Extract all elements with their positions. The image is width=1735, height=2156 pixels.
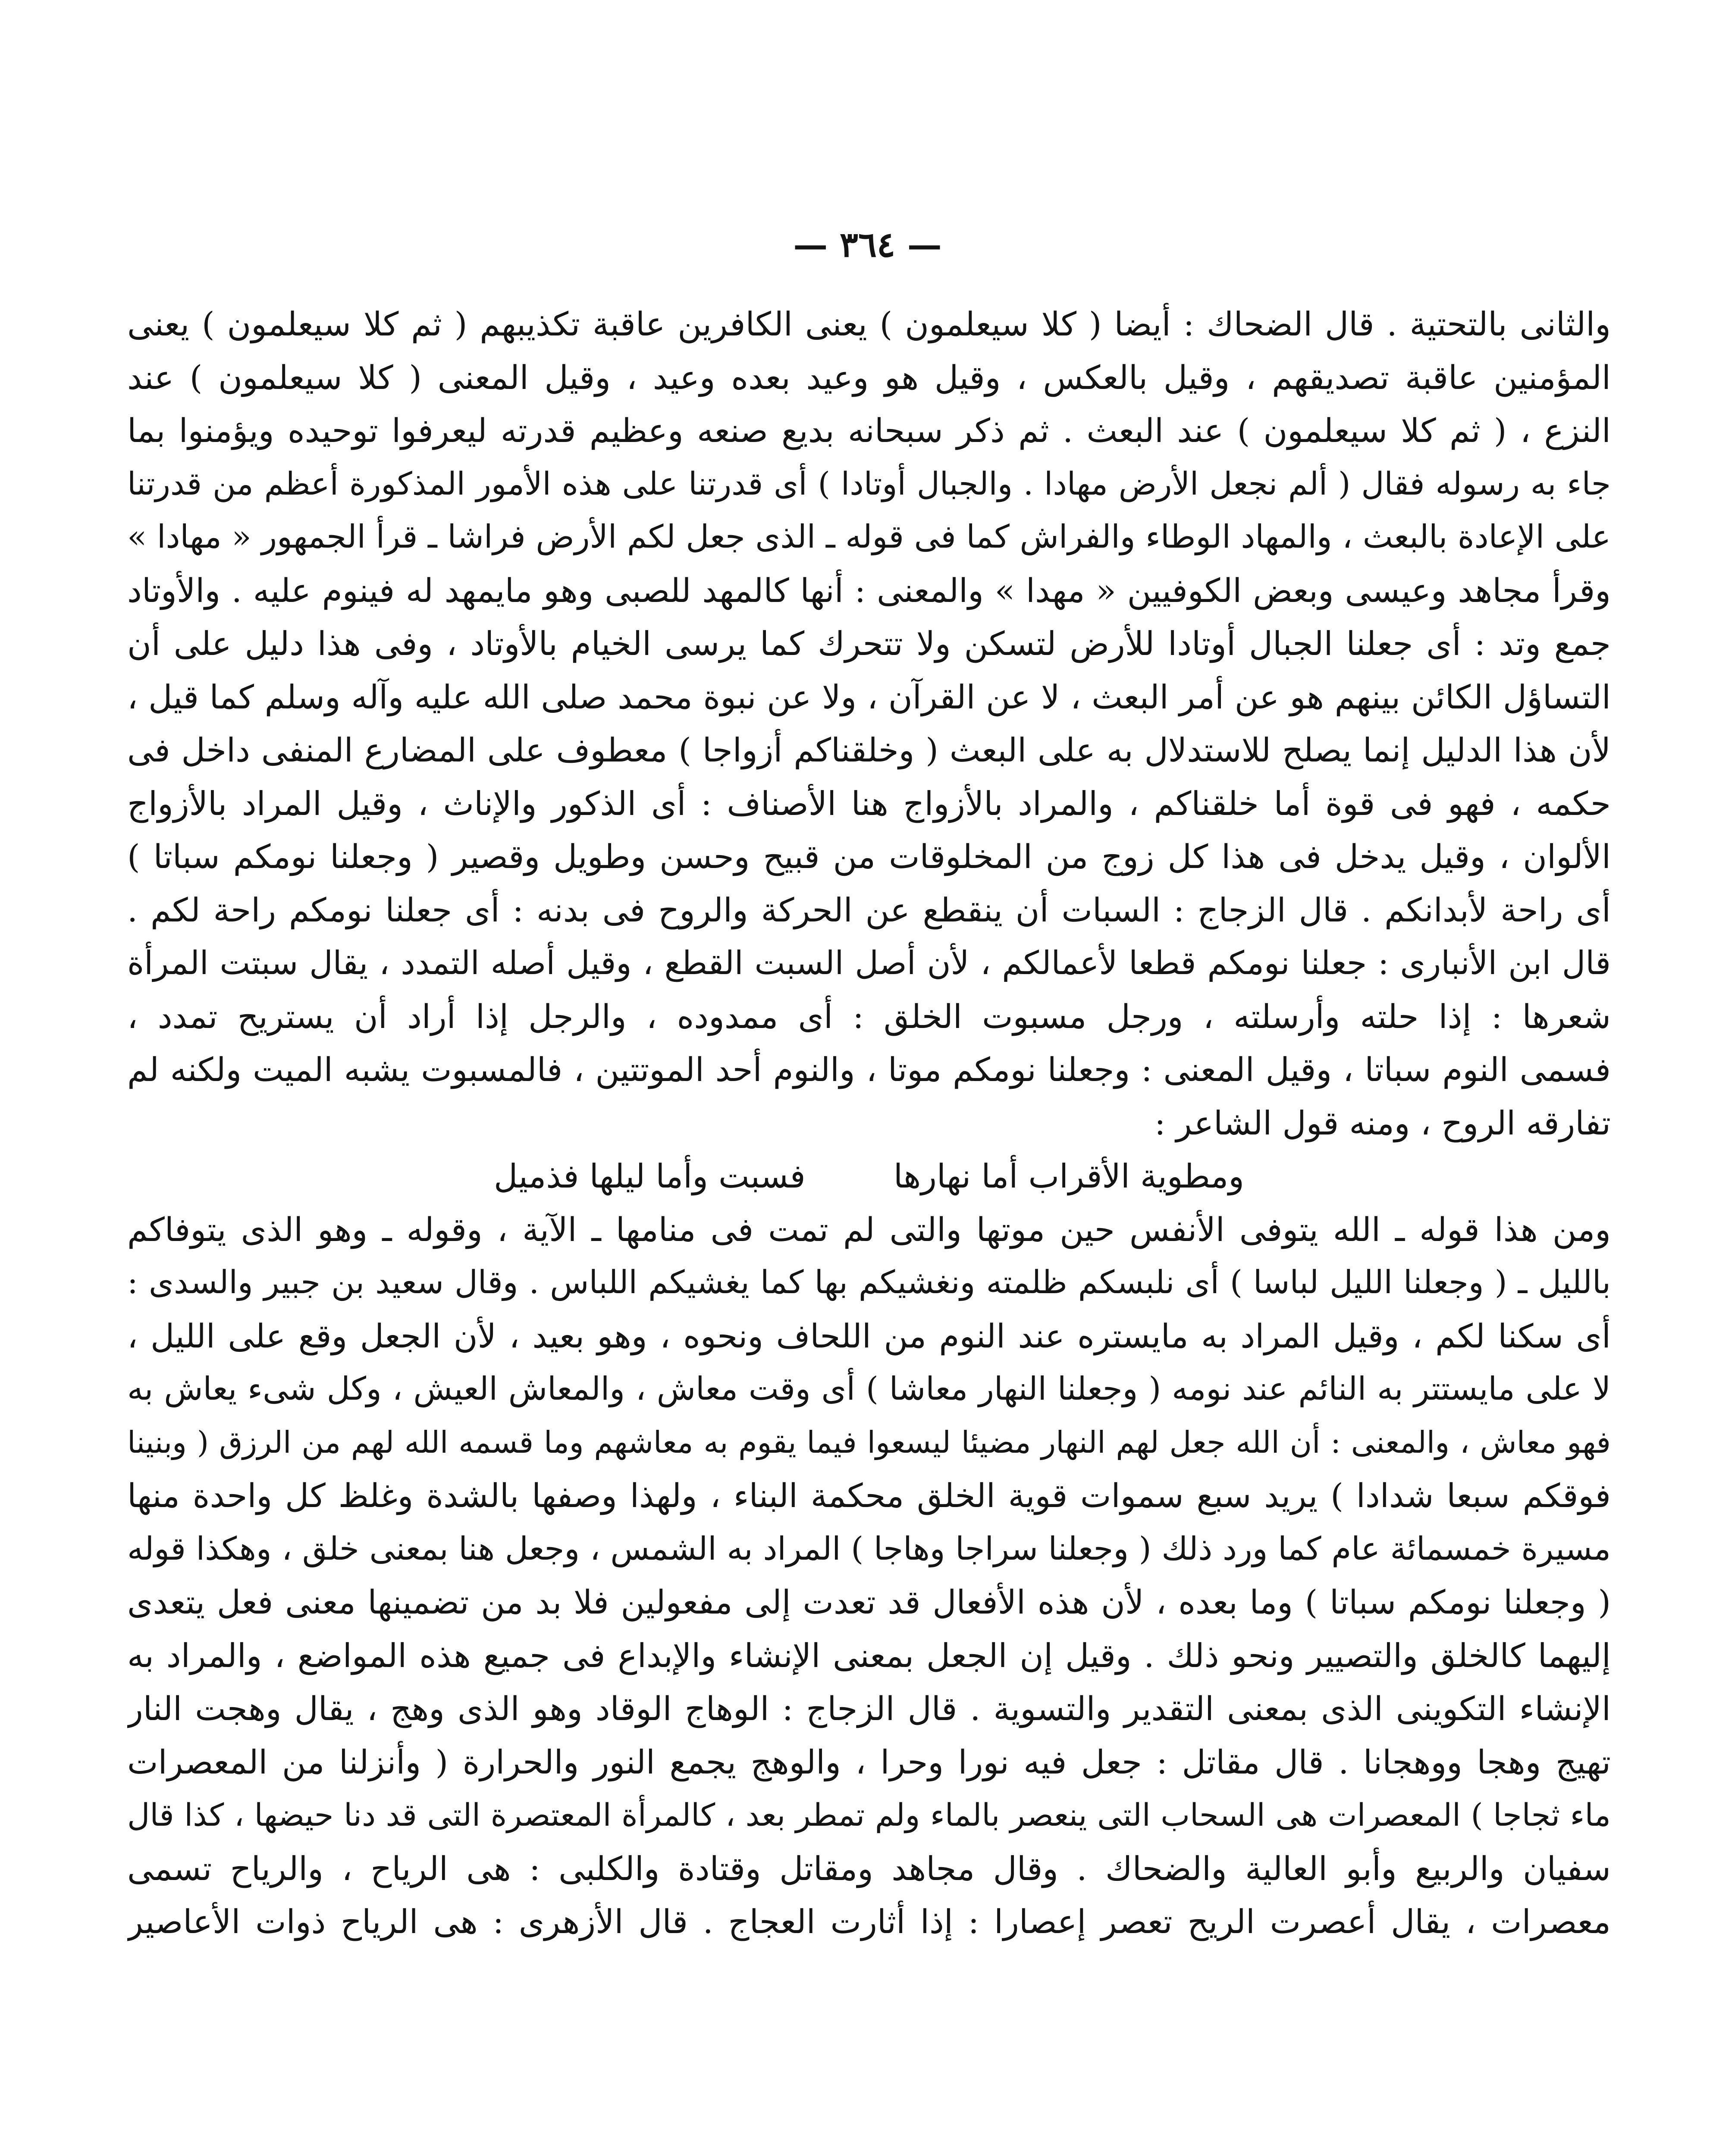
text-line: أى راحة لأبدانكم . قال الزجاج : السبات أن ينقطع عن الحركة والروح فى بدنه : أى جعلنا نومكم راحة لكم . — [127, 890, 1611, 929]
text-line: على الإعادة بالبعث ، والمهاد الوطاء والفراش كما فى قوله ـ الذى جعل لكم الأرض فراشا ـ قرأ الجمهور « مهادا » — [127, 518, 1611, 555]
text-line: جاء به رسوله فقال ( ألم نجعل الأرض مهادا . والجبال أوتادا ) أى قدرتنا على هذه الأمور المذكورة أعظم من قدرتنا — [127, 465, 1611, 502]
text-line: بالليل ـ ( وجعلنا الليل لباسا ) أى نلبسكم ظلمته ونغشيكم بها كما يغشيكم اللباس . وقال سعيد بن جبير والسدى : — [127, 1264, 1611, 1301]
text-line: ومن هذا قوله ـ الله يتوفى الأنفس حين موتها والتى لم تمت فى منامها ـ الآية ، وقوله ـ وهو الذى يتوفاكم — [127, 1210, 1611, 1249]
text-line: قال ابن الأنبارى : جعلنا نومكم قطعا لأعمالكم ، لأن أصل السبت القطع ، وقيل أصله التمدد ، يقال سبتت المرأة — [127, 944, 1611, 982]
text-line: فهو معاش ، والمعنى : أن الله جعل لهم النهار مضيئا ليسعوا فيما يقوم به معاشهم وما قسمه الله لهم من الرزق ( وبنينا — [127, 1424, 1611, 1460]
poetry-verse — [127, 1150, 1611, 1203]
verse-first-hemistich: ومطوية الأقراب أما نهارها — [893, 1157, 1244, 1195]
text-line: أى سكنا لكم ، وقيل المراد به مايستره عند النوم من اللحاف ونحوه ، وهو بعيد ، لأن الجعل وقع على الليل ، — [127, 1316, 1611, 1355]
text-line: جمع وتد : أى جعلنا الجبال أوتادا للأرض لتسكن ولا تتحرك كما يرسى الخيام بالأوتاد ، وفى هذا دليل على أن — [127, 624, 1611, 663]
main-text — [127, 298, 1611, 1949]
text-line: ( وجعلنا نومكم سباتا ) وما بعده ، لأن هذه الأفعال قد تعدت إلى مفعولين فلا بد من تضمينها معنى فعل يتعدى — [127, 1583, 1611, 1621]
text-line: النزع ، ( ثم كلا سيعلمون ) عند البعث . ثم ذكر سبحانه بديع صنعه وعظيم قدرته ليعرفوا توحيده ويؤمنوا بما — [127, 411, 1611, 450]
text-line: تفارقه الروح ، ومنه قول الشاعر : — [1155, 1103, 1611, 1142]
page-number: — ٣٦٤ — — [793, 224, 942, 265]
verse-second-hemistich: فسبت وأما ليلها فذميل — [494, 1157, 806, 1195]
text-line: وقرأ مجاهد وعيسى وبعض الكوفيين « مهدا » والمعنى : أنها كالمهد للصبى وهو مايمهد له فينوم عليه . والأوتاد — [127, 571, 1611, 610]
text-line: لأن هذا الدليل إنما يصلح للاستدلال به على البعث ( وخلقناكم أزواجا ) معطوف على المضارع المنفى داخل فى — [127, 731, 1611, 769]
text-line: والثانى بالتحتية . قال الضحاك : أيضا ( كلا سيعلمون ) يعنى الكافرين عاقبة تكذيبهم ( ثم كلا سيعلمون ) يعنى — [127, 305, 1611, 343]
text-line: مسيرة خمسمائة عام كما ورد ذلك ( وجعلنا سراجا وهاجا ) المراد به الشمس ، وجعل هنا بمعنى خلق ، وهكذا قوله — [127, 1530, 1611, 1567]
text-line: الإنشاء التكوينى الذى بمعنى التقدير والتسوية . قال الزجاج : الوهاج الوقاد وهو الذى وهج ، يقال وهجت النار — [127, 1689, 1611, 1728]
text-line: فسمى النوم سباتا ، وقيل المعنى : وجعلنا نومكم موتا ، والنوم أحد الموتتين ، فالمسبوت يشبه الميت ولكنه لم — [127, 1050, 1611, 1089]
text-line: الألوان ، وقيل يدخل فى هذا كل زوج من المخلوقات من قبيح وحسن وطويل وقصير ( وجعلنا نومكم سباتا ) — [127, 837, 1611, 876]
text-line: ماء ثجاجا ) المعصرات هى السحاب التى ينعصر بالماء ولم تمطر بعد ، كالمرأة المعتصرة التى قد دنا حيضها ، كذا قال — [127, 1797, 1611, 1833]
text-line: إليهما كالخلق والتصيير ونحو ذلك . وقيل إن الجعل بمعنى الإنشاء والإبداع فى جميع هذه المواضع ، والمراد به — [127, 1636, 1611, 1675]
text-line: لا على مايستتر به النائم عند نومه ( وجعلنا النهار معاشا ) أى وقت معاش ، والمعاش العيش ، وكل شىء يعاش به — [127, 1370, 1611, 1407]
text-line: حكمه ، فهو فى قوة أما خلقناكم ، والمراد بالأزواج هنا الأصناف : أى الذكور والإناث ، وقيل المراد بالأزواج — [127, 784, 1611, 823]
text-line: المؤمنين عاقبة تصديقهم ، وقيل بالعكس ، وقيل هو وعيد بعده وعيد ، وقيل المعنى ( كلا سيعلمون ) عند — [127, 358, 1611, 397]
text-line: فوقكم سبعا شدادا ) يريد سبع سموات قوية الخلق محكمة البناء ، ولهذا وصفها بالشدة وغلظ كل واحدة منها — [127, 1476, 1611, 1515]
text-line: سفيان والربيع وأبو العالية والضحاك . وقال مجاهد ومقاتل وقتادة والكلبى : هى الرياح ، والرياح تسمى — [127, 1849, 1611, 1888]
text-line: شعرها : إذا حلته وأرسلته ، ورجل مسبوت الخلق : أى ممدوده ، والرجل إذا أراد أن يستريح تمدد ، — [127, 997, 1611, 1036]
text-line: تهيج وهجا ووهجانا . قال مقاتل : جعل فيه نورا وحرا ، والوهج يجمع النور والحرارة ( وأنزلنا من المعصرات — [127, 1742, 1611, 1781]
text-line: التساؤل الكائن بينهم هو عن أمر البعث ، لا عن القرآن ، ولا عن نبوة محمد صلى الله عليه وآله وسلم كما قيل ، — [127, 677, 1611, 716]
text-line: معصرات ، يقال أعصرت الريح تعصر إعصارا : إذا أثارت العجاج . قال الأزهرى : هى الرياح ذوات الأعاصير — [127, 1902, 1611, 1941]
